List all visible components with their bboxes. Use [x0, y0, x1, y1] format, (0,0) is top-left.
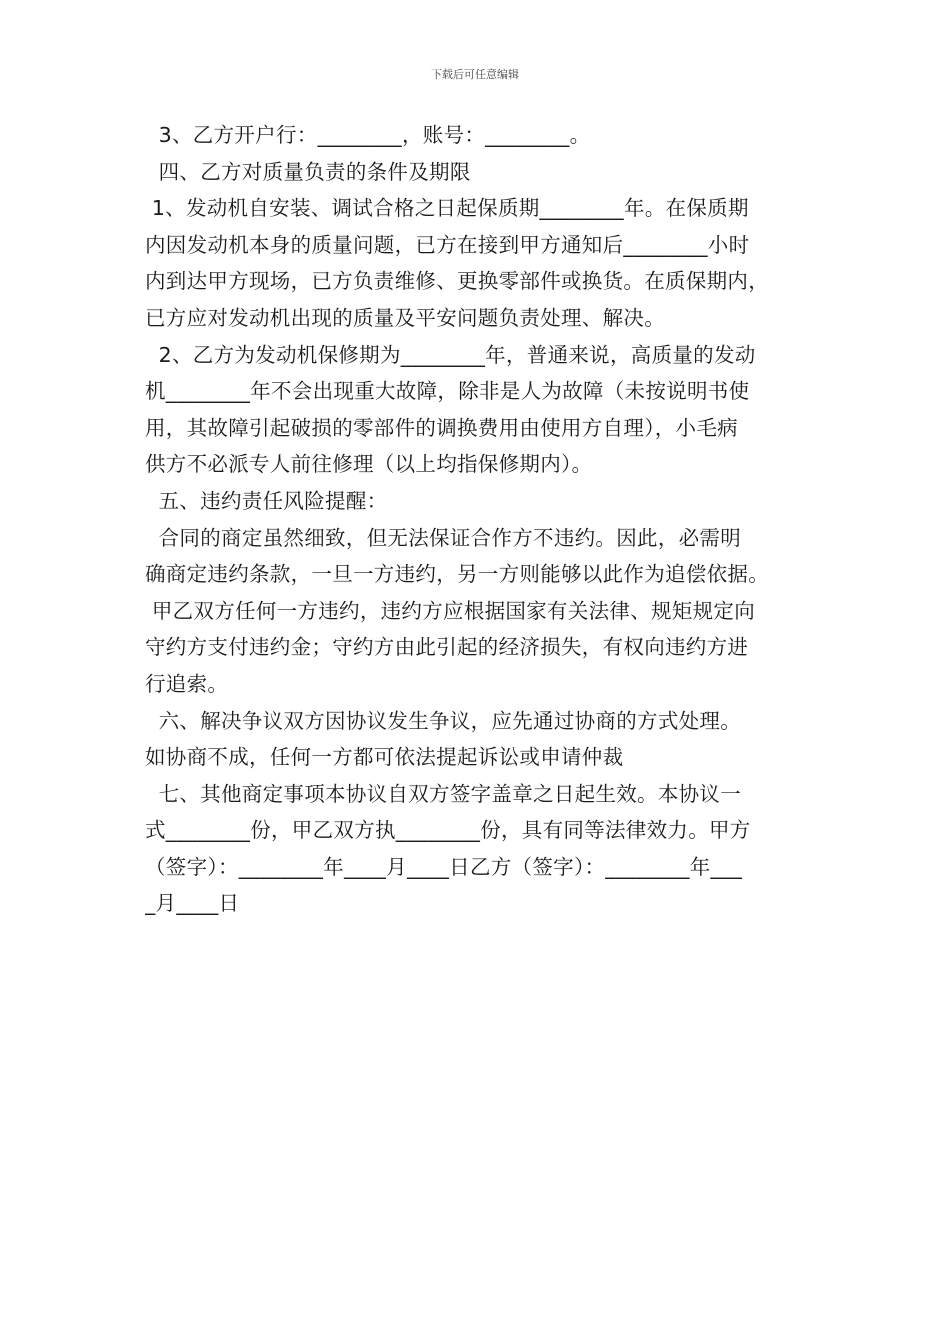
- page-header: 下载后可任意编辑: [431, 68, 519, 81]
- text-line: 内到达甲方现场，已方负责维修、更换零部件或换货。在质保期内，: [145, 269, 769, 294]
- text-line: （签字）：________年____月____日乙方（签字）：________年___: [145, 854, 743, 879]
- text-line: 已方应对发动机出现的质量及平安问题负责处理、解决。: [145, 305, 665, 330]
- text-line: 如协商不成，任何一方都可依法提起诉讼或申请仲裁: [145, 745, 624, 770]
- text-line: 甲乙双方任何一方违约，违约方应根据国家有关法律、规矩规定向: [145, 598, 756, 623]
- contract-body: [145, 117, 825, 922]
- text-line: 机________年不会出现重大故障，除非是人为故障（未按说明书使: [145, 379, 750, 404]
- text-line: 行追索。: [145, 671, 229, 696]
- text-line: 用，其故障引起破损的零部件的调换费用由使用方自理），小毛病: [145, 415, 738, 440]
- text-line: _月____日: [145, 891, 240, 916]
- text-line: 七、其他商定事项本协议自双方签字盖章之日起生效。本协议一: [145, 781, 742, 806]
- text-line: 2、乙方为发动机保修期为________年，普通来说，高质量的发动: [145, 342, 756, 367]
- text-line: 合同的商定虽然细致，但无法保证合作方不违约。因此，必需明: [145, 525, 742, 550]
- text-line: 式________份，甲乙双方执________份，具有同等法律效力。甲方: [145, 818, 751, 843]
- text-line: 内因发动机本身的质量问题，已方在接到甲方通知后________小时: [145, 232, 750, 257]
- text-line: 3、乙方开户行：________，账号：________。: [145, 123, 591, 147]
- text-line: 四、乙方对质量负责的条件及期限: [145, 159, 471, 184]
- text-line: 确商定违约条款，一旦一方违约，另一方则能够以此作为追偿依据。: [145, 562, 769, 587]
- text-line: 1、发动机自安装、调试合格之日起保质期________年。在保质期: [145, 196, 749, 221]
- text-line: 六、解决争议双方因协议发生争议，应先通过协商的方式处理。: [145, 708, 742, 733]
- text-line: 五、违约责任风险提醒：: [145, 488, 388, 513]
- text-line: 守约方支付违约金；守约方由此引起的经济损失，有权向违约方进: [145, 635, 749, 660]
- text-line: 供方不必派专人前往修理（以上均指保修期内）。: [145, 452, 593, 477]
